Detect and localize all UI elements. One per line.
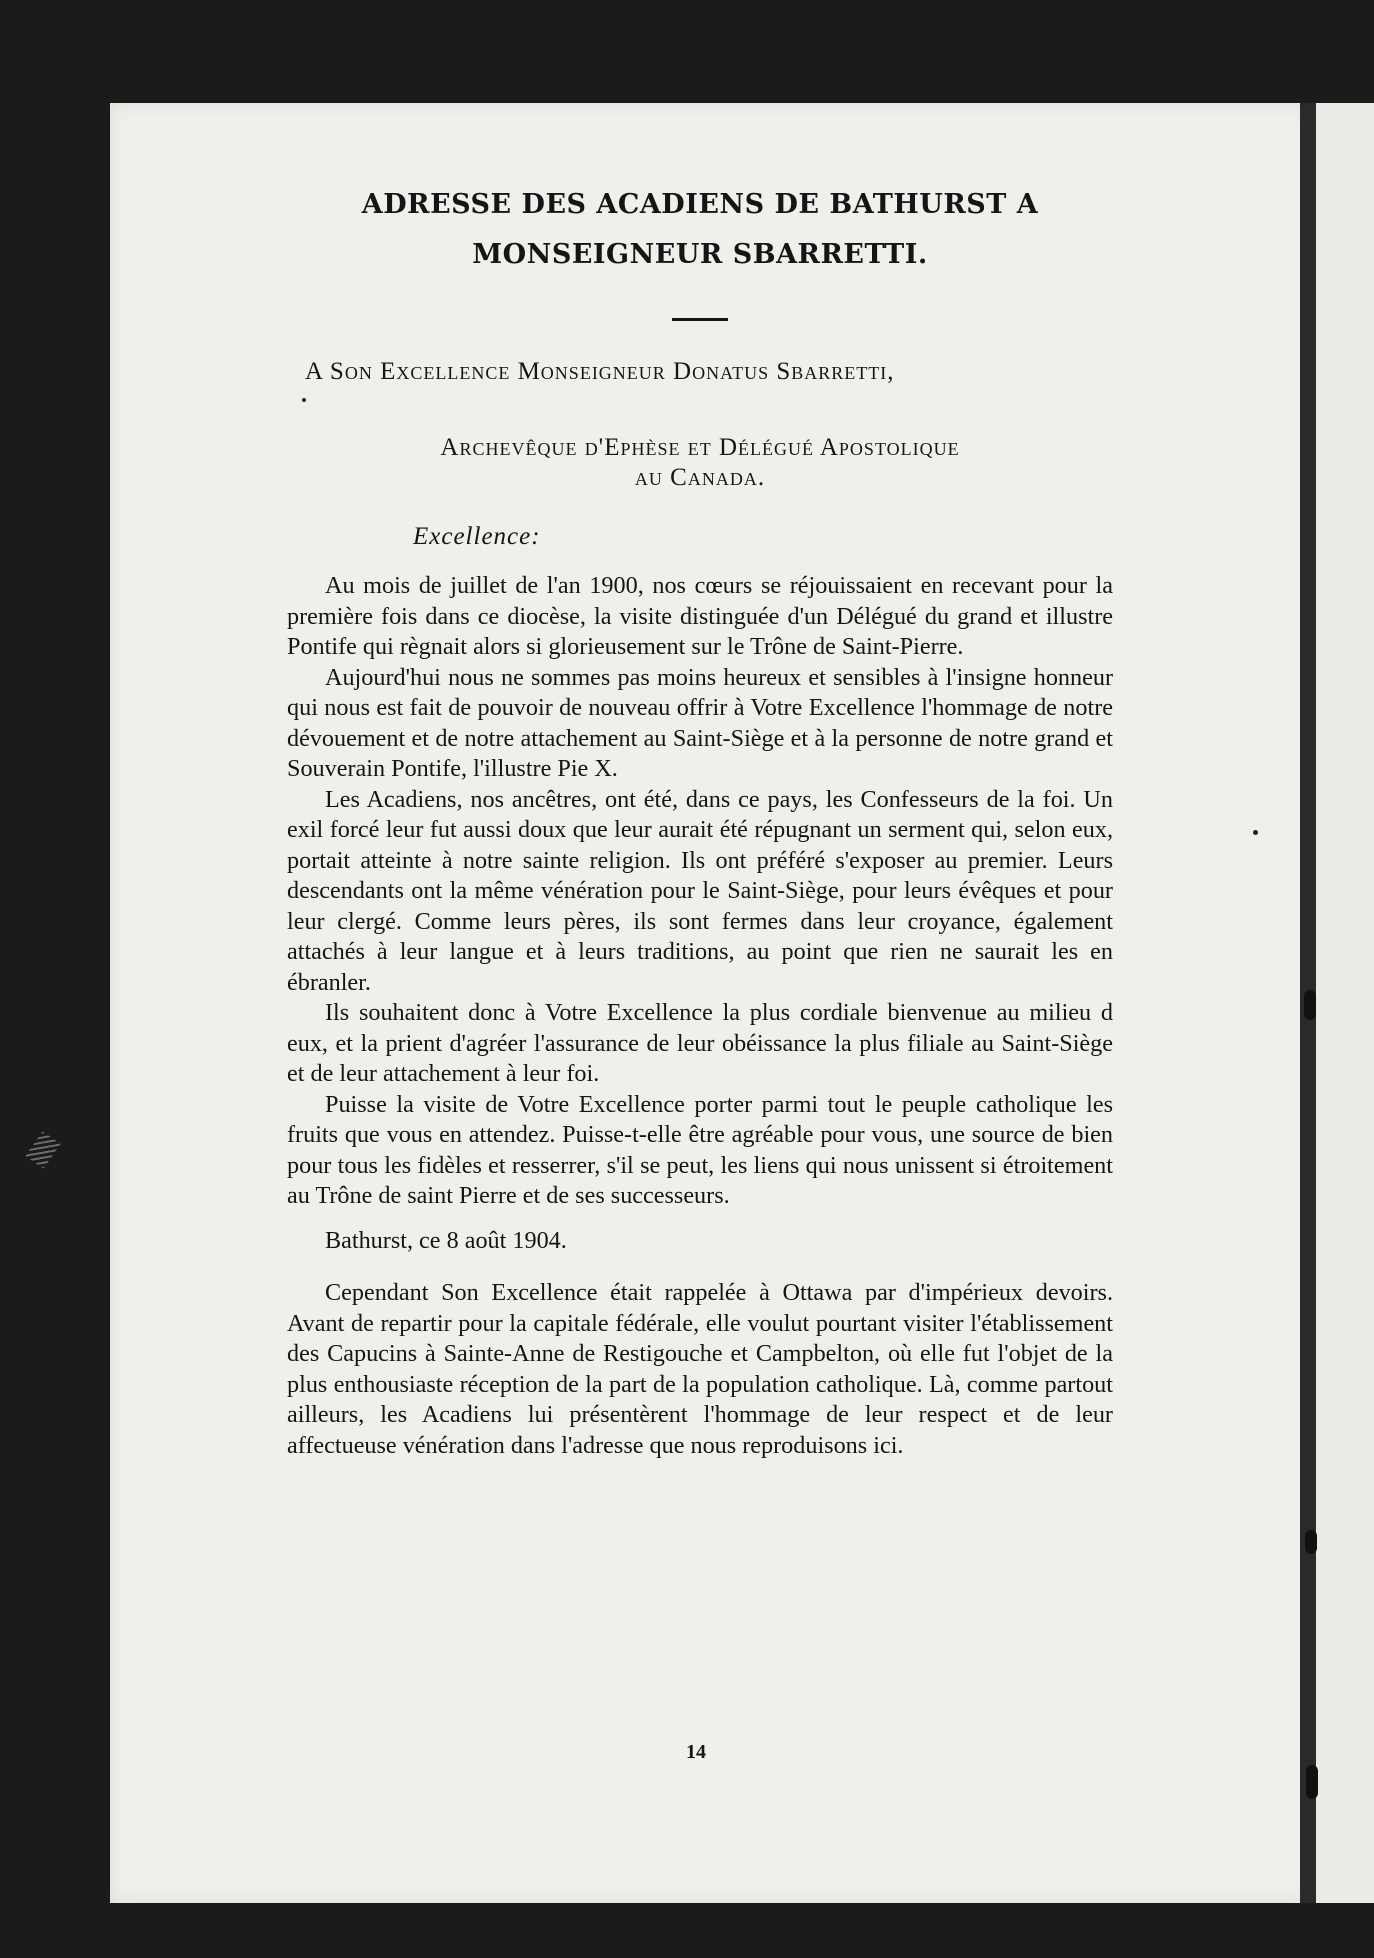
paragraph: Au mois de juillet de l'an 1900, nos cœurs se réjouissaient en recevant pour la première fois dans ce diocèse, la visite distinguée d'un Délégué du grand et illustre Pontife qui règnait alors si glorieusement sur le Trône de Saint-Pierre. [287, 572, 1113, 660]
salutation: Excellence: [413, 523, 541, 550]
dateline: Bathurst, ce 8 août 1904. [325, 1226, 567, 1254]
ink-speck [1253, 830, 1258, 835]
closing-paragraph: Cependant Son Excellence était rappelée à Ottawa par d'impérieux devoirs. Avant de repartir pour la capitale fédérale, elle voulut pourtant visiter l'établissement des Capucins à Sainte-Anne de Restigouche et Campbelton, où elle fut l'objet de la plus enthousiaste réception de la part de la population catholique. Là, comme partout ailleurs, les Acadiens lui présentèrent l'hommage de leur respect et de leur affectueuse vénération dans l'adresse que nous reproduisons ici. [287, 1279, 1113, 1459]
gutter-mark [1305, 1530, 1317, 1554]
address-title: Archevêque d'Ephèse et Délégué Apostolique [440, 434, 960, 461]
gutter-mark [1304, 990, 1316, 1020]
document-title-line-1: ADRESSE DES ACADIENS DE BATHURST A [361, 189, 1039, 220]
gutter-mark [1306, 1765, 1318, 1799]
scan-smudge [25, 1131, 60, 1168]
address-recipient: A Son Excellence Monseigneur Donatus Sbarretti, [305, 358, 895, 385]
paragraph: Aujourd'hui nous ne sommes pas moins heureux et sensibles à l'insigne honneur qui nous est fait de pouvoir de nouveau offrir à Votre Excellence l'hommage de notre dévouement et de notre attachement au Saint-Siège et à la personne de notre grand et Souverain Pontife, l'illustre Pie X. [287, 663, 1113, 782]
address-title-continued: au Canada. [634, 464, 766, 491]
facing-page-edge [1316, 103, 1374, 1903]
title-rule [672, 318, 728, 321]
page-number: 14 [686, 1741, 706, 1763]
document-body [287, 180, 1113, 1461]
document-title-line-2: MONSEIGNEUR SBARRETTI. [472, 239, 928, 270]
paragraph: Ils souhaitent donc à Votre Excellence la plus cordiale bienvenue au milieu d eux, et la prient d'agréer l'assurance de leur obéissance la plus filiale au Saint-Siège et de leur attachement à leur foi. [287, 999, 1113, 1087]
paragraph: Puisse la visite de Votre Excellence porter parmi tout le peuple catholique les fruits que vous en attendez. Puisse-t-elle être agréable pour vous, une source de bien pour tous les fidèles et resserrer, s'il se peut, les liens qui nous unissent si étroitement au Trône de saint Pierre et de ses successeurs. [287, 1090, 1113, 1209]
paragraph: Les Acadiens, nos ancêtres, ont été, dans ce pays, les Confesseurs de la foi. Un exil forcé leur fut aussi doux que leur aurait été répugnant un serment qui, selon eux, portait atteinte à notre sainte religion. Ils ont préféré s'exposer au premier. Leurs descendants ont la même vénération pour le Saint-Siège, pour leurs évêques et pour leur clergé. Comme leurs pères, ils sont fermes dans leur croyance, également attachés à leur langue et à leurs traditions, au point que rien ne saurait les en ébranler. [287, 785, 1113, 996]
